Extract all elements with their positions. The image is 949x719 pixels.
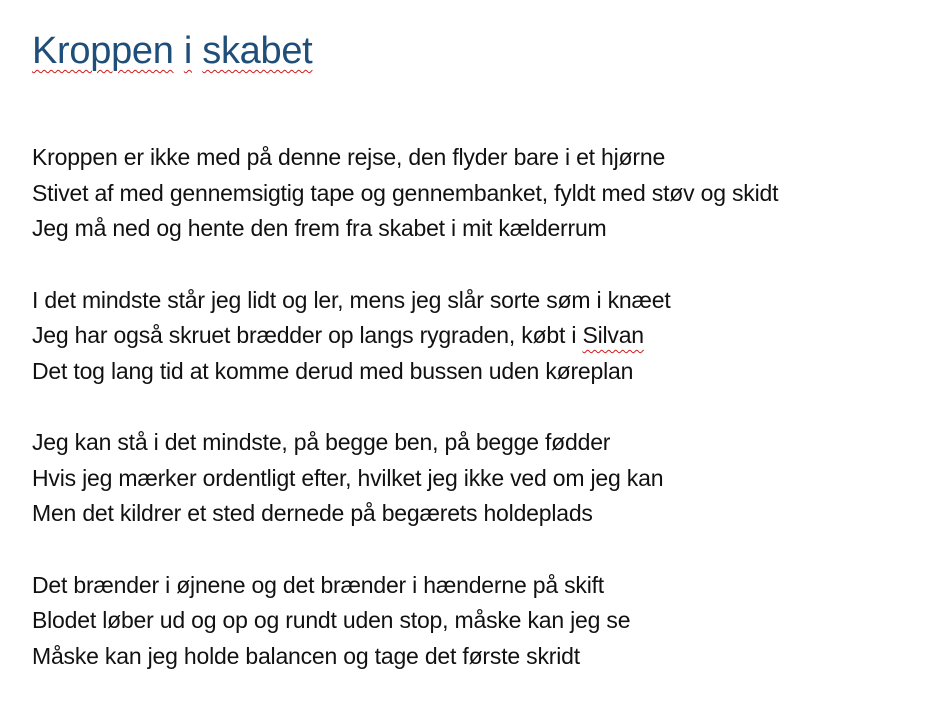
stanza-4 (32, 568, 947, 675)
title-word-kroppen: Kroppen (32, 30, 174, 72)
document-title (32, 27, 312, 75)
stanza-1 (32, 140, 947, 247)
poem-line: Kroppen er ikke med på denne rejse, den flyder bare i et hjørne (32, 144, 666, 170)
spellcheck-flagged-word: Silvan (582, 322, 644, 348)
title-word-skabet: skabet (202, 30, 313, 72)
title-space (192, 30, 202, 72)
poem-line: Det brænder i øjnene og det brænder i hænderne på skift (32, 571, 604, 598)
poem-line: Det tog lang tid at komme derud med bussen uden køreplan (32, 357, 634, 384)
poem-body (32, 140, 947, 710)
poem-line: Jeg må ned og hente den frem fra skabet i mit kælderrum (32, 215, 607, 241)
poem-line: Men det kildrer et sted dernede på begærets holdeplads (32, 500, 593, 526)
title-space (174, 30, 184, 72)
poem-line-text: Jeg har også skruet brædder op langs rygraden, købt i (32, 322, 583, 348)
poem-line-with-flagged-word (32, 318, 947, 354)
poem-line: Jeg kan stå i det mindste, på begge ben, på begge fødder (32, 429, 611, 455)
poem-line: Blodet løber ud og op og rundt uden stop, måske kan jeg se (32, 607, 631, 633)
stanza-3 (32, 425, 947, 532)
poem-line: Stivet af med gennemsigtig tape og gennembanket, fyldt med støv og skidt (32, 179, 779, 206)
stanza-2 (32, 283, 947, 390)
poem-line: Hvis jeg mærker ordentligt efter, hvilket jeg ikke ved om jeg kan (32, 464, 664, 491)
poem-line: Måske kan jeg holde balancen og tage det første skridt (32, 642, 580, 669)
poem-line: I det mindste står jeg lidt og ler, mens jeg slår sorte søm i knæet (32, 286, 671, 313)
title-word-i: i (183, 30, 192, 72)
